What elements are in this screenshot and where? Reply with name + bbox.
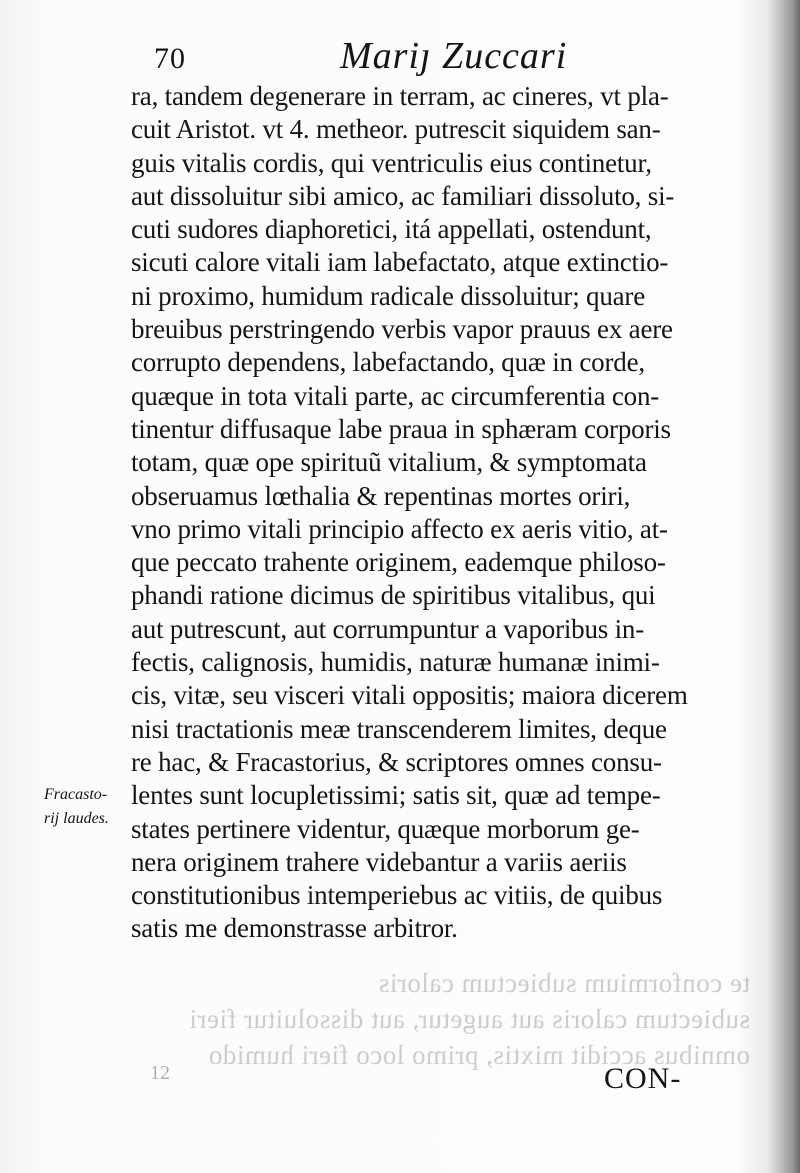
text-line: breuibus perstringendo verbis vapor prauus ex aere	[131, 314, 673, 345]
page-header	[150, 28, 740, 78]
text-line: nera originem trahere videbantur a variis aeriis	[131, 846, 627, 877]
marginal-note-line: rij laudes.	[44, 810, 109, 827]
text-line: cuti sudores diaphoretici, itá appellati, ostendunt,	[131, 214, 652, 245]
text-line: cis, vitæ, seu visceri vitali oppositis; maiora dicerem	[131, 680, 688, 711]
marginal-note-line: Fracasto-	[44, 786, 108, 803]
text-line: ra, tandem degenerare in terram, ac cineres, vt pla-	[131, 81, 669, 111]
text-line: obseruamus lœthalia & repentinas mortes oriri,	[131, 480, 631, 511]
marginal-note	[44, 783, 132, 831]
text-line: quæque in tota vitali parte, ac circumferentia con-	[131, 380, 660, 411]
text-line: states pertinere videntur, quæque morborum ge-	[131, 813, 640, 844]
text-line: tinentur diffusaque labe praua in sphæram corporis	[131, 413, 671, 444]
show-through-line: te conformium subiectum caloris	[378, 968, 750, 998]
text-line: corrupto dependens, labefactando, quæ in corde,	[131, 347, 645, 378]
text-line: guis vitalis cordis, qui ventriculis eius continetur,	[131, 147, 652, 178]
text-line: que peccato trahente originem, eademque philoso-	[131, 547, 666, 578]
text-line: totam, quæ ope spirituũ vitalium, & symptomata	[131, 447, 647, 478]
page-number: 70	[154, 42, 186, 75]
text-line: vno primo vitali principio affecto ex aeris vitio, at-	[131, 513, 668, 544]
text-line: aut dissoluitur sibi amico, ac familiari dissoluto, si-	[131, 180, 675, 211]
text-line: sicuti calore vitali iam labefactato, atque extinctio-	[131, 247, 669, 278]
text-line: nisi tractationis meæ transcenderem limites, deque	[131, 713, 667, 744]
text-line: fectis, calignosis, humidis, naturæ humanæ inimi-	[131, 647, 660, 678]
text-line: lentes sunt locupletissimi; satis sit, quæ ad tempe-	[131, 780, 661, 811]
text-line: satis me demonstrasse arbitror.	[131, 913, 458, 944]
text-line: aut putrescunt, aut corrumpuntur a vaporibus in-	[131, 613, 645, 644]
text-line: constitutionibus intemperiebus ac vitiis, de quibus	[131, 880, 663, 911]
signature-mark: 12	[150, 1062, 170, 1084]
catchword: CON-	[604, 1062, 682, 1095]
show-through-text	[150, 965, 750, 1073]
text-line: cuit Aristot. vt 4. metheor. putrescit siquidem san-	[131, 114, 661, 145]
show-through-line: omnibus accidit mixtis, primo loco fieri humido	[208, 1040, 750, 1070]
text-line: phandi ratione dicimus de spiritibus vitalibus, qui	[131, 580, 656, 611]
running-title: Mariȷ Zuccari	[340, 35, 568, 77]
body-text	[131, 80, 741, 946]
text-line: ni proximo, humidum radicale dissoluitur; quare	[131, 280, 646, 311]
show-through-line: subiectum caloris aut augetur, aut dissoluitur fieri	[188, 1004, 750, 1034]
text-line: re hac, & Fracastorius, & scriptores omnes consu-	[131, 746, 662, 777]
